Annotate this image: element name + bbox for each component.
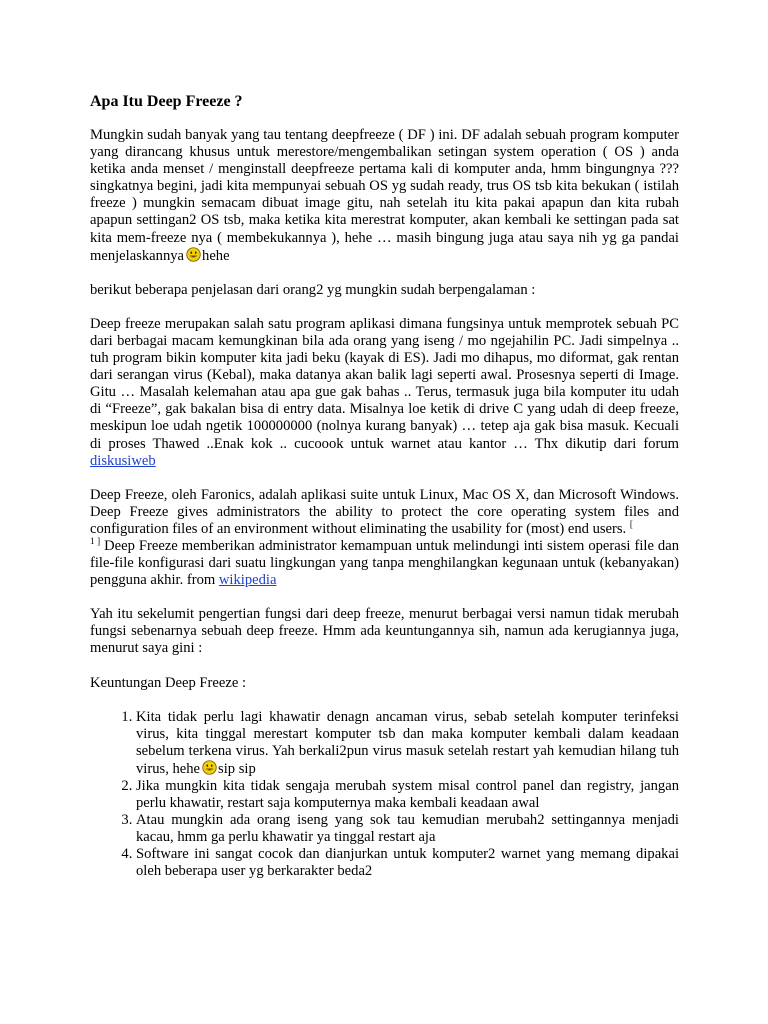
page-title: Apa Itu Deep Freeze ? bbox=[90, 93, 243, 110]
list-item: 4. Software ini sangat cocok dan dianjurkan untuk komputer2 warnet yang memang dipakai oleh beberapa user yg berkarakter beda2 bbox=[136, 846, 679, 880]
list-item-tail: sip sip bbox=[218, 760, 256, 777]
smiley-face-icon bbox=[186, 247, 201, 262]
paragraph-wikipedia-quote bbox=[90, 487, 679, 590]
list-item: 2. Jika mungkin kita tidak sengaja merubah system misal control panel dan registry, jangan perlu khawatir, restart saja komputernya maka kembali keadaan awal bbox=[136, 778, 679, 812]
list-item: 3. Atau mungkin ada orang iseng yang sok tau kemudian merubah2 settingannya menjadi kacau, hmm ga perlu khawatir ya tinggal restart aja bbox=[136, 812, 679, 846]
paragraph-summary: Yah itu sekelumit pengertian fungsi dari deep freeze, menurut berbagai versi namun tidak merubah fungsi sebenarnya sebuah deep freeze. Hmm ada keuntungannya sih, namun ada kerugiannya juga, menurut saya gini : bbox=[90, 606, 679, 657]
footnote-reference[interactable]: 1 ] bbox=[90, 536, 101, 547]
paragraph-forum-text: Deep freeze merupakan salah satu program aplikasi dimana fungsinya untuk memprotek sebuah PC dari berbagai macam kemungkinan bila ada orang yang iseng / mo ngejahilin PC. Jadi simpelnya .. tuh program bikin komputer kita jadi beku (kayak di ES). Jadi mo dihapus, mo diformat, gak rentan dari serangan virus (Kebal), maka datanya akan balik lagi seperti awal. Prosesnya seperti di Image. Gitu … Masalah kelemahan atau apa gue gak bahas .. Terus, termasuk juga bila komputer itu udah di “Freeze”, gak bakalan bisa di entry data. Misalnya loe ketik di drive C yang udah di deep freeze, meskipun loe udah ngetik 100000000 (nolnya kurang banyak) … tetep aja gak bisa masuk. Kecuali di proses Thawed ..Enak kok .. cucoook untuk warnet atau kantor … Thx dikutip dari forum bbox=[90, 315, 679, 452]
paragraph-wikipedia-text-b: Deep Freeze memberikan administrator kemampuan untuk melindungi inti sistem operasi file dan file-file konfigurasi dari suatu lingkungan yang tanpa menghilangkan kegunaan untuk (kebanyakan) pengguna akhir. from bbox=[90, 537, 679, 589]
paragraph-intro-text: Mungkin sudah banyak yang tau tentang deepfreeze ( DF ) ini. DF adalah sebuah program komputer yang dirancang khusus untuk merestore/mengembalikan setingan system operation ( OS ) anda ketika anda menset / menginstall deepfreeze pertama kali di komputer anda, hmm bingungnya ??? singkatnya begini, jadi kita mempunyai sebuah OS yg sudah ready, trus OS tsb kita bekukan ( istilah freeze ) mungkin semacam dibuat image gitu, nah setelah itu kita pakai apapun dan kita rubah apapun settingan2 OS tsb, maka ketika kita merestrat komputer, akan kembali ke settingan pada sat kita mem-freeze nya ( membekukannya ), hehe … masih bingung juga atau saya nih yg ga pandai menjelaskannya bbox=[90, 127, 679, 264]
advantages-heading: Keuntungan Deep Freeze : bbox=[90, 674, 247, 691]
paragraph-wikipedia-text-a: Deep Freeze, oleh Faronics, adalah aplikasi suite untuk Linux, Mac OS X, dan Microsoft Windows. Deep Freeze gives administrators the ability to protect the core operating system files and configuration files of an environment without eliminating the usability for (most) end users. bbox=[90, 486, 679, 537]
diskusiweb-link[interactable]: diskusiweb bbox=[90, 452, 156, 469]
smiley-face-icon bbox=[202, 760, 217, 775]
advantages-list bbox=[90, 709, 679, 881]
footnote-bracket-open: [ bbox=[629, 519, 633, 530]
wikipedia-link[interactable]: wikipedia bbox=[218, 572, 277, 589]
paragraph-intro bbox=[90, 127, 679, 265]
list-item-text: Kita tidak perlu lagi khawatir denagn ancaman virus, sebab setelah komputer terinfeksi virus, kita tinggal merestart komputer tsb dan maka komputer kembali dalam keadaan sebelum terkena virus. Yah berkali2pun virus masuk setelah restart yah kemudian hilang tuh virus, hehe bbox=[136, 708, 679, 777]
document-body bbox=[90, 92, 679, 881]
list-item bbox=[136, 709, 679, 778]
paragraph-experience: berikut beberapa penjelasan dari orang2 yg mungkin sudah berpengalaman : bbox=[90, 281, 536, 298]
paragraph-forum-quote bbox=[90, 316, 679, 470]
paragraph-intro-tail: hehe bbox=[202, 247, 230, 264]
